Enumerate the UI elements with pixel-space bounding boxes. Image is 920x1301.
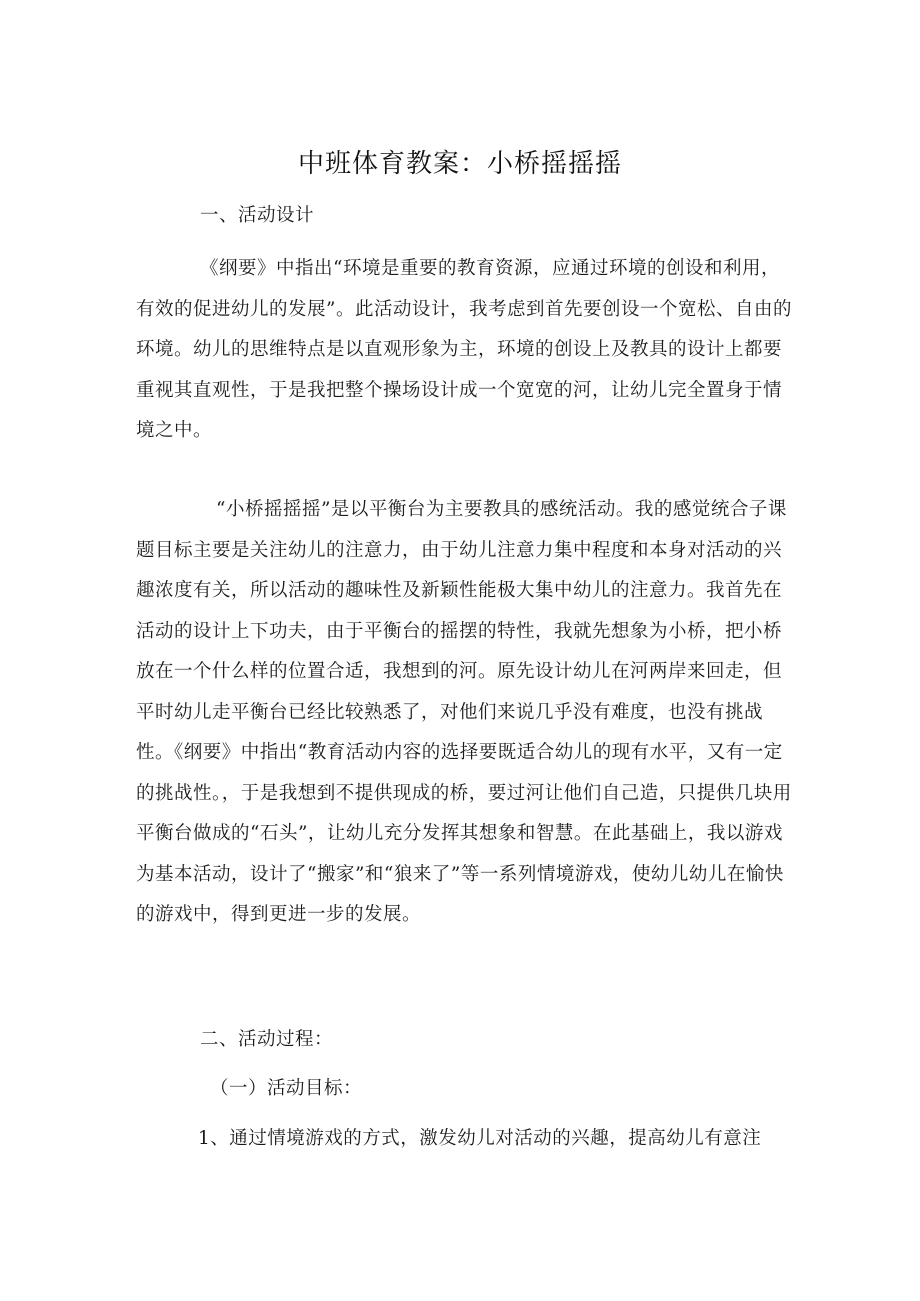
subsection-heading-activity-goals: （一）活动目标： — [210, 1078, 363, 1099]
goal-item-1: 1、通过情境游戏的方式，激发幼儿对活动的兴趣，提高幼儿有意注 — [198, 1128, 762, 1149]
section-heading-activity-design: 一、活动设计 — [200, 205, 315, 226]
document-title: 中班体育教案：小桥摇摇摇 — [297, 149, 622, 179]
paragraph-text: “小桥摇摇摇”是以平衡台为主要教具的感统活动。我的感觉统合子课题目标主要是关注幼儿的注意力，由于幼儿注意力集中程度和本身对活动的兴趣浓度有关，所以活动的趣味性及新颖性能极大集中幼儿的注意力。我首先在活动的设计上下功夫，由于平衡台的摇摆的特性，我就先想象为小桥，把小桥放在一个什么样的位置合适，我想到的河。原先设计幼儿在河两岸来回走，但平时幼儿走平衡台已经比较熟悉了，对他们来说几乎没有难度，也没有挑战性。《纲要》中指出“教育活动内容的选择要既适合幼儿的现有水平，又有一定的挑战性。，于是我想到不提供现成的桥，要过河让他们自己造，只提供几块用平衡台做成的“石头”，让幼儿充分发挥其想象和智慧。在此基础上，我以游戏为基本活动，设计了“搬家”和“狼来了”等一系列情境游戏，使幼儿幼儿在愉快的游戏中，得到更进一步的发展。 — [136, 499, 792, 925]
paragraph-environment — [136, 249, 796, 452]
paragraph-bridge-design — [136, 490, 796, 936]
paragraph-text: 《纲要》中指出“环境是重要的教育资源，应通过环境的创设和利用，有效的促进幼儿的发展”。此活动设计，我考虑到首先要创设一个宽松、自由的环境。幼儿的思维特点是以直观形象为主，环境的创设上及教具的设计上都要重视其直观性，于是我把整个操场设计成一个宽宽的河，让幼儿完全置身于情境之中。 — [136, 258, 792, 441]
section-heading-activity-process: 二、活动过程： — [200, 1029, 334, 1050]
